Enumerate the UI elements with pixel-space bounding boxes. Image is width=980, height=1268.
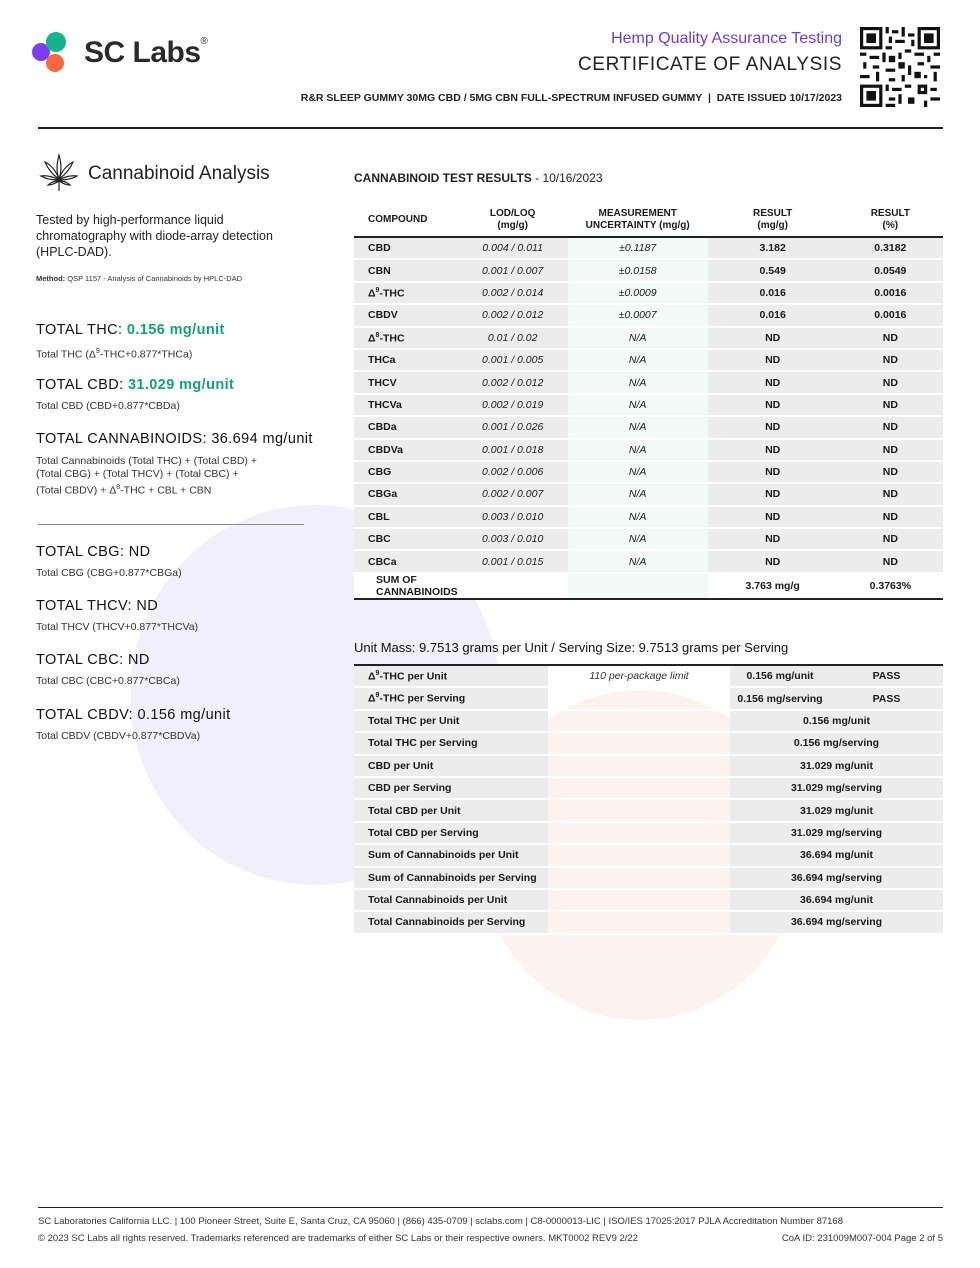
results-row <box>354 282 943 304</box>
results-row <box>354 550 943 572</box>
results-cell: ±0.1187 <box>568 237 708 259</box>
footer-coa-id: CoA ID: 231009M007-004 Page 2 of 5 <box>781 1233 943 1244</box>
sc-labs-logo <box>32 30 207 76</box>
results-cell: N/A <box>568 416 708 438</box>
per-unit-row <box>354 732 943 754</box>
results-cell: 0.0549 <box>838 259 943 281</box>
results-cell: ±0.0158 <box>568 259 708 281</box>
results-cell: ND <box>708 371 838 393</box>
per-unit-row <box>354 889 943 911</box>
results-cell: ND <box>708 394 838 416</box>
results-cell: CBL <box>354 506 458 528</box>
total-cannabinoids-formula: Total Cannabinoids (Total THC) + (Total CBD) + (Total CBG) + (Total THCV) + (Total CBC) + (Total CBDV) + $\Delta^8$-THC + CBL + CBN <box>36 455 257 497</box>
per-unit-cell <box>548 844 730 866</box>
footer-divider <box>38 1207 943 1208</box>
per-unit-cell: 31.029 mg/serving <box>730 777 943 799</box>
results-row <box>354 483 943 505</box>
results-cell: 0.0016 <box>838 282 943 304</box>
results-cell: ND <box>708 439 838 461</box>
total-thc: TOTAL THC: 0.156 mg/unit <box>36 322 225 338</box>
results-cell: 0.002 / 0.006 <box>458 461 568 483</box>
per-unit-cell: Total Cannabinoids per Serving <box>354 911 548 933</box>
per-unit-cell <box>548 867 730 889</box>
results-cell: 0.0016 <box>838 304 943 326</box>
results-cell: 0.001 / 0.007 <box>458 259 568 281</box>
results-cell: N/A <box>568 528 708 550</box>
results-cell: CBDVa <box>354 439 458 461</box>
results-cell: 0.004 / 0.011 <box>458 237 568 259</box>
results-cell: 0.001 / 0.005 <box>458 349 568 371</box>
per-unit-cell: 110 per-package limit <box>548 665 730 687</box>
results-cell: ND <box>838 550 943 572</box>
per-unit-cell: 0.156 mg/serving <box>730 732 943 754</box>
per-unit-cell: 31.029 mg/unit <box>730 755 943 777</box>
results-cell: 0.016 <box>708 304 838 326</box>
unit-mass-line: Unit Mass: 9.7513 grams per Unit / Serving Size: 9.7513 grams per Serving <box>354 640 789 655</box>
results-row <box>354 528 943 550</box>
per-unit-row <box>354 665 943 687</box>
sum-cell <box>568 573 708 599</box>
results-cell: N/A <box>568 550 708 572</box>
results-cell: CBCa <box>354 550 458 572</box>
results-row <box>354 439 943 461</box>
results-cell: ±0.0009 <box>568 282 708 304</box>
per-unit-cell: PASS <box>830 665 943 687</box>
method-line: Method: QSP 1157 - Analysis of Cannabinoids by HPLC-DAD <box>36 274 243 283</box>
per-unit-row <box>354 822 943 844</box>
per-unit-row <box>354 710 943 732</box>
per-unit-row <box>354 687 943 709</box>
results-cell: 0.016 <box>708 282 838 304</box>
results-cell: $\Delta^8$-THC <box>354 327 458 349</box>
results-cell: ND <box>838 483 943 505</box>
per-unit-cell: 31.029 mg/unit <box>730 799 943 821</box>
total-thc-formula: Total THC $(\Delta^9-THC+0.877*THCa)$ <box>36 348 193 361</box>
results-cell: ND <box>708 461 838 483</box>
results-cell: ND <box>708 327 838 349</box>
results-cell: N/A <box>568 506 708 528</box>
results-cell: 0.001 / 0.026 <box>458 416 568 438</box>
results-cell: ND <box>708 550 838 572</box>
per-unit-row <box>354 844 943 866</box>
per-unit-cell: Total THC per Serving <box>354 732 548 754</box>
results-header-0: COMPOUND <box>354 203 458 237</box>
results-row <box>354 461 943 483</box>
results-cell: CBC <box>354 528 458 550</box>
per-unit-cell <box>548 799 730 821</box>
results-cell: 0.003 / 0.010 <box>458 528 568 550</box>
per-unit-cell: $\Delta^9$-THC per Unit <box>354 665 548 687</box>
results-row <box>354 416 943 438</box>
product-line: R&R SLEEP GUMMY 30MG CBD / 5MG CBN FULL-SPECTRUM INFUSED GUMMY | DATE ISSUED 10/17/2023 <box>300 92 842 104</box>
results-cell: 0.002 / 0.012 <box>458 371 568 393</box>
per-unit-cell: Total THC per Unit <box>354 710 548 732</box>
sum-of-cannabinoids-row <box>354 573 943 599</box>
per-unit-table <box>354 664 943 935</box>
results-cell: 0.01 / 0.02 <box>458 327 568 349</box>
total-cbc: TOTAL CBC: ND <box>36 652 150 668</box>
logo-mark-icon <box>32 30 78 76</box>
results-cell: ND <box>838 528 943 550</box>
per-unit-cell: Total Cannabinoids per Unit <box>354 889 548 911</box>
per-unit-cell: 36.694 mg/unit <box>730 844 943 866</box>
total-cbg: TOTAL CBG: ND <box>36 544 151 560</box>
per-unit-cell: Sum of Cannabinoids per Serving <box>354 867 548 889</box>
header-divider <box>38 127 943 129</box>
results-cell: $\Delta^9$-THC <box>354 282 458 304</box>
footer-copyright-row <box>38 1233 943 1244</box>
results-cell: ND <box>708 506 838 528</box>
results-cell: CBGa <box>354 483 458 505</box>
results-row <box>354 237 943 259</box>
results-cell: CBN <box>354 259 458 281</box>
per-unit-cell: Sum of Cannabinoids per Unit <box>354 844 548 866</box>
results-cell: N/A <box>568 327 708 349</box>
per-unit-cell: CBD per Serving <box>354 777 548 799</box>
left-divider <box>38 524 304 525</box>
results-cell: ND <box>838 439 943 461</box>
results-cell: CBD <box>354 237 458 259</box>
sum-cell: SUM OF CANNABINOIDS <box>354 573 458 599</box>
per-unit-cell <box>548 822 730 844</box>
per-unit-cell: Total CBD per Serving <box>354 822 548 844</box>
sum-cell: 0.3763% <box>838 573 943 599</box>
results-cell: 0.002 / 0.007 <box>458 483 568 505</box>
results-cell: ND <box>708 349 838 371</box>
results-cell: 0.002 / 0.014 <box>458 282 568 304</box>
cannabis-leaf-icon <box>38 153 80 195</box>
results-header-4: RESULT (%) <box>838 203 943 237</box>
per-unit-cell <box>548 755 730 777</box>
results-cell: THCVa <box>354 394 458 416</box>
sum-cell: 3.763 mg/g <box>708 573 838 599</box>
results-cell: ND <box>708 528 838 550</box>
results-cell: 0.003 / 0.010 <box>458 506 568 528</box>
results-cell: N/A <box>568 439 708 461</box>
method-description: Tested by high-performance liquid chromatography with diode-array detection (HPLC-DAD). <box>36 213 273 259</box>
total-cbdv-formula: Total CBDV (CBDV+0.877*CBDVa) <box>36 730 201 742</box>
results-row <box>354 394 943 416</box>
per-unit-row <box>354 755 943 777</box>
results-cell: 0.3182 <box>838 237 943 259</box>
results-row <box>354 327 943 349</box>
document-title: CERTIFICATE OF ANALYSIS <box>577 54 842 75</box>
results-cell: N/A <box>568 461 708 483</box>
qr-code-icon[interactable] <box>860 27 940 107</box>
total-thcv: TOTAL THCV: ND <box>36 598 159 614</box>
per-unit-row <box>354 867 943 889</box>
results-cell: CBDa <box>354 416 458 438</box>
results-cell: 0.001 / 0.015 <box>458 550 568 572</box>
total-cbd-formula: Total CBD (CBD+0.877*CBDa) <box>36 400 180 412</box>
results-cell: ND <box>838 349 943 371</box>
total-cbd: TOTAL CBD: 31.029 mg/unit <box>36 377 235 393</box>
per-unit-cell <box>548 687 730 709</box>
results-row <box>354 371 943 393</box>
results-cell: ND <box>838 327 943 349</box>
per-unit-cell: 36.694 mg/serving <box>730 911 943 933</box>
results-header-1: LOD/LOQ (mg/g) <box>458 203 568 237</box>
per-unit-cell: CBD per Unit <box>354 755 548 777</box>
cannabinoid-analysis-heading <box>38 153 270 195</box>
results-cell: CBG <box>354 461 458 483</box>
per-unit-cell: $\Delta^9$-THC per Serving <box>354 687 548 709</box>
results-cell: N/A <box>568 483 708 505</box>
results-cell: ND <box>838 371 943 393</box>
per-unit-cell: 0.156 mg/unit <box>730 710 943 732</box>
cannabinoid-results-table <box>354 203 943 600</box>
results-cell: ND <box>838 461 943 483</box>
total-cbc-formula: Total CBC (CBC+0.877*CBCa) <box>36 675 180 687</box>
results-cell: ND <box>838 394 943 416</box>
results-cell: CBDV <box>354 304 458 326</box>
per-unit-cell <box>548 710 730 732</box>
total-cannabinoids: TOTAL CANNABINOIDS: 36.694 mg/unit <box>36 431 313 447</box>
results-cell: ±0.0007 <box>568 304 708 326</box>
results-header-2: MEASUREMENT UNCERTAINTY (mg/g) <box>568 203 708 237</box>
per-unit-row <box>354 799 943 821</box>
results-cell: N/A <box>568 349 708 371</box>
results-cell: THCa <box>354 349 458 371</box>
results-cell: 0.002 / 0.012 <box>458 304 568 326</box>
results-row <box>354 506 943 528</box>
per-unit-cell <box>548 889 730 911</box>
footer-copyright: © 2023 SC Labs all rights reserved. Trademarks referenced are trademarks of either SC Labs or their respective owners. MKT0002 REV9 2/22 <box>38 1233 638 1244</box>
per-unit-row <box>354 777 943 799</box>
per-unit-cell: Total CBD per Unit <box>354 799 548 821</box>
results-cell: THCV <box>354 371 458 393</box>
results-cell: N/A <box>568 394 708 416</box>
header-subtitle: Hemp Quality Assurance Testing <box>611 30 842 47</box>
results-row <box>354 259 943 281</box>
per-unit-row <box>354 911 943 933</box>
logo-text: SC Labs® <box>84 36 208 69</box>
results-cell: ND <box>708 416 838 438</box>
results-cell: ND <box>708 483 838 505</box>
results-header-3: RESULT (mg/g) <box>708 203 838 237</box>
results-cell: ND <box>838 506 943 528</box>
per-unit-cell: 36.694 mg/unit <box>730 889 943 911</box>
results-cell: 0.002 / 0.019 <box>458 394 568 416</box>
results-row <box>354 304 943 326</box>
per-unit-cell <box>548 777 730 799</box>
per-unit-cell: PASS <box>830 687 943 709</box>
per-unit-cell: 0.156 mg/serving <box>730 687 830 709</box>
per-unit-cell: 31.029 mg/serving <box>730 822 943 844</box>
footer-address: SC Laboratories California LLC. | 100 Pioneer Street, Suite E, Santa Cruz, CA 95060 | (866) 435-0709 | sclabs.com | C8-0000013-LIC | ISO/IES 17025:2017 PJLA Accreditation Number 87168 <box>38 1216 843 1227</box>
section-title: Cannabinoid Analysis <box>88 163 270 184</box>
results-title: CANNABINOID TEST RESULTS - 10/16/2023 <box>354 171 603 185</box>
sum-cell <box>458 573 568 599</box>
per-unit-cell: 36.694 mg/serving <box>730 867 943 889</box>
per-unit-cell: 0.156 mg/unit <box>730 665 830 687</box>
header-titles <box>578 30 842 76</box>
total-cbdv: TOTAL CBDV: 0.156 mg/unit <box>36 707 231 723</box>
results-cell: N/A <box>568 371 708 393</box>
results-cell: 0.549 <box>708 259 838 281</box>
results-row <box>354 349 943 371</box>
results-cell: 3.182 <box>708 237 838 259</box>
results-cell: 0.001 / 0.018 <box>458 439 568 461</box>
per-unit-cell <box>548 911 730 933</box>
results-cell: ND <box>838 416 943 438</box>
per-unit-cell <box>548 732 730 754</box>
total-cbg-formula: Total CBG (CBG+0.877*CBGa) <box>36 567 182 579</box>
total-thcv-formula: Total THCV (THCV+0.877*THCVa) <box>36 621 199 633</box>
